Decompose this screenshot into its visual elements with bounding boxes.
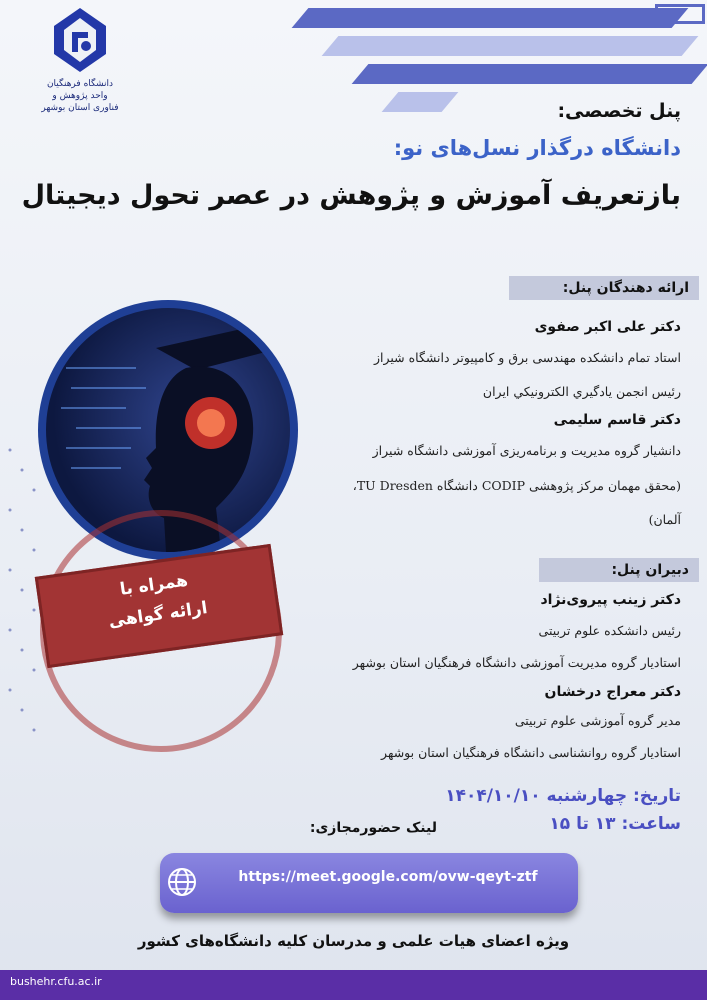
logo-emblem-icon xyxy=(50,6,110,74)
footer-bar xyxy=(0,970,707,1000)
editor-1-desc-1: رئیس دانشکده علوم تربیتی xyxy=(538,623,681,638)
editor-2-desc-2: استادیار گروه روانشناسی دانشگاه فرهنگیان استان بوشهر xyxy=(381,745,681,760)
presenter-2-desc-1: دانشیار گروه مدیریت و برنامه‌ریزی آموزشی دانشگاه شیراز xyxy=(372,443,681,458)
panel-subtitle: دانشگاه درگذار نسل‌های نو: xyxy=(393,136,681,160)
decor-stripe xyxy=(322,36,699,56)
globe-icon xyxy=(166,866,198,898)
panel-label: پنل تخصصی: xyxy=(557,100,681,122)
stamp-line-1: همراه با xyxy=(118,570,190,600)
presenters-heading: ارائه دهندگان پنل: xyxy=(509,276,699,300)
presenter-2-desc-3: آلمان) xyxy=(648,512,681,527)
presenter-1-name: دکتر علی اکبر صفوی xyxy=(534,319,681,335)
editor-2-desc-1: مدیر گروه آموزشی علوم تربیتی xyxy=(514,713,681,728)
editors-heading: دبیران پنل: xyxy=(539,558,699,582)
presenter-1-desc-1: استاد تمام دانشکده مهندسی برق و کامپیوتر دانشگاه شیراز xyxy=(373,350,681,365)
audience-note: ویژه اعضای هیات علمی و مدرسان کلیه دانشگاه‌های کشور xyxy=(137,932,570,950)
decor-stripe xyxy=(292,8,689,28)
presenter-1-desc-2: رئیس انجمن یادگیري الکترونیکي ایران xyxy=(482,384,681,399)
event-date: تاریخ: چهارشنبه ۱۴۰۴/۱۰/۱۰ xyxy=(445,786,681,806)
presenter-2-name: دکتر قاسم سلیمی xyxy=(553,412,681,428)
logo-line-1: دانشگاه فرهنگیان xyxy=(46,79,114,89)
footer-website[interactable]: bushehr.cfu.ac.ir xyxy=(10,975,102,988)
event-time: ساعت: ۱۳ تا ۱۵ xyxy=(549,814,681,834)
editor-2-name: دکتر معراج درخشان xyxy=(544,684,681,700)
editor-1-desc-2: استادیار گروه مدیریت آموزشی دانشگاه فرهنگیان استان بوشهر xyxy=(352,655,681,670)
decor-stripe xyxy=(382,92,459,112)
decor-box xyxy=(655,4,705,24)
link-label: لینک حضورمجازی: xyxy=(309,820,437,836)
meeting-link-url[interactable]: https://meet.google.com/ovw-qeyt-ztf xyxy=(238,869,538,885)
logo-line-2: واحد پژوهش و فناوری استان بوشهر xyxy=(41,91,119,113)
stamp-line-2: ارائه گواهی xyxy=(107,598,209,632)
panel-title: بازتعریف آموزش و پژوهش در عصر تحول دیجیتال xyxy=(21,180,681,211)
editor-1-name: دکتر زینب پیروی‌نژاد xyxy=(540,592,681,608)
university-logo xyxy=(40,6,120,114)
decor-stripe xyxy=(352,64,707,84)
presenter-2-desc-2: (محقق مهمان مرکز پژوهشی CODIP دانشگاه TU Dresden، xyxy=(352,478,681,493)
